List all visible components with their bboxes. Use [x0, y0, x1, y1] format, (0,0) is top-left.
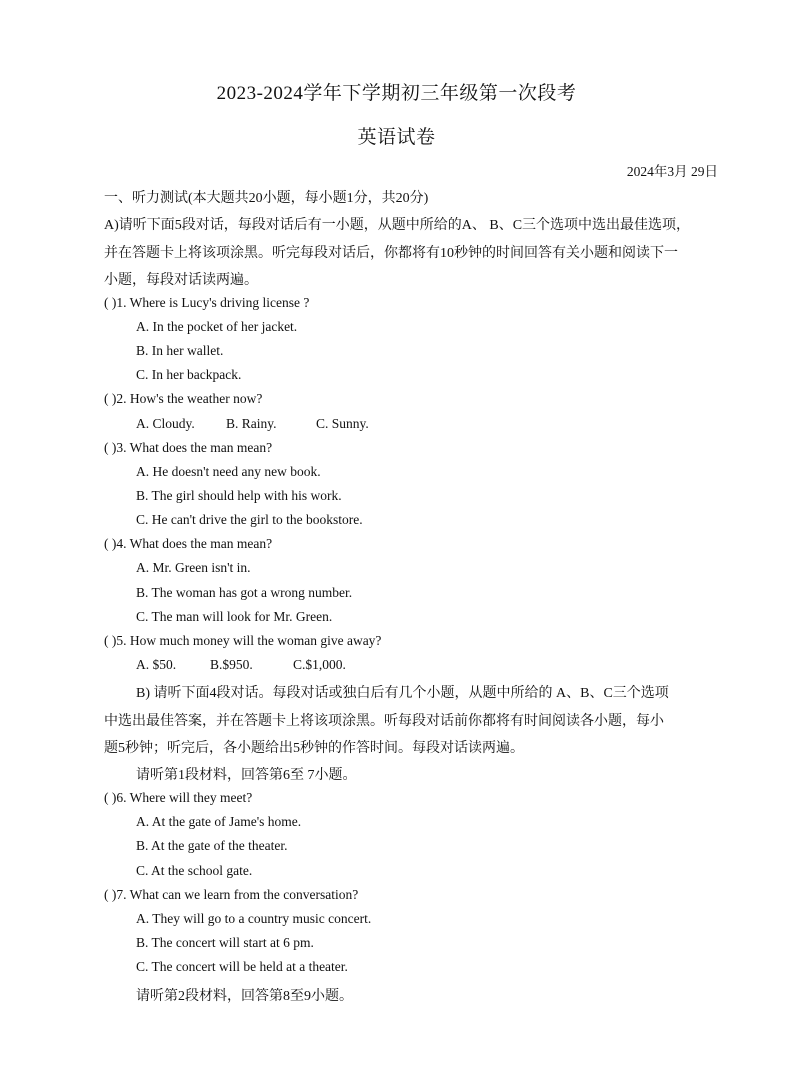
exam-title: 2023-2024学年下学期初三年级第一次段考: [216, 83, 577, 104]
part-b-instruction-line-3: 题5秒钟；听完后，各小题给出5秒钟的作答时间。每段对话读两遍。: [104, 741, 524, 756]
question-3-option-a: A. He doesn't need any new book.: [136, 464, 321, 479]
question-2-option-b: B. Rainy.: [226, 416, 277, 431]
question-6-stem: ( )6. Where will they meet?: [104, 790, 253, 805]
question-3-option-b: B. The girl should help with his work.: [136, 488, 342, 503]
question-7-stem: ( )7. What can we learn from the conversation?: [104, 887, 359, 902]
part-a-instruction-line-1: A)请听下面5段对话，每段对话后有一小题，从题中所给的A、 B、C三个选项中选出最佳选项，: [104, 218, 691, 233]
question-2-stem: ( )2. How's the weather now?: [104, 391, 263, 406]
question-7-option-b: B. The concert will start at 6 pm.: [136, 935, 314, 950]
question-2-option-a: A. Cloudy.: [136, 416, 195, 431]
part-a-instruction-line-3: 小题，每段对话读两遍。: [104, 273, 258, 288]
question-5-option-c: C.$1,000.: [293, 657, 346, 672]
material-2-instruction: 请听第2段材料，回答第8至9小题。: [136, 989, 353, 1004]
question-5-option-b: B.$950.: [210, 657, 253, 672]
exam-subtitle: 英语试卷: [357, 127, 436, 148]
question-3-option-c: C. He can't drive the girl to the bookstore.: [136, 512, 363, 527]
question-7-option-a: A. They will go to a country music concert.: [136, 911, 372, 926]
question-4-option-b: B. The woman has got a wrong number.: [136, 585, 353, 600]
question-1-stem: ( )1. Where is Lucy's driving license ?: [104, 295, 310, 310]
question-1-option-c: C. In her backpack.: [136, 367, 242, 382]
part-a-instruction-line-2: 并在答题卡上将该项涂黑。听完每段对话后，你都将有10秒钟的时间回答有关小题和阅读下一: [104, 246, 678, 261]
question-5-stem: ( )5. How much money will the woman give away?: [104, 633, 382, 648]
part-b-instruction-line-2: 中选出最佳答案，并在答题卡上将该项涂黑。听每段对话前你都将有时间阅读各小题，每小: [104, 714, 664, 729]
question-6-option-a: A. At the gate of Jame's home.: [136, 814, 302, 829]
question-1-option-b: B. In her wallet.: [136, 343, 224, 358]
question-6-option-b: B. At the gate of the theater.: [136, 838, 288, 853]
question-6-option-c: C. At the school gate.: [136, 863, 253, 878]
question-4-stem: ( )4. What does the man mean?: [104, 536, 273, 551]
question-4-option-a: A. Mr. Green isn't in.: [136, 560, 251, 575]
question-5-option-a: A. $50.: [136, 657, 177, 672]
section-heading: 一、听力测试(本大题共20小题，每小题1分，共20分): [104, 191, 429, 206]
material-1-instruction: 请听第1段材料，回答第6至 7小题。: [136, 768, 357, 783]
exam-date: 2024年3月 29日: [626, 164, 718, 179]
question-7-option-c: C. The concert will be held at a theater.: [136, 959, 348, 974]
question-1-option-a: A. In the pocket of her jacket.: [136, 319, 298, 334]
question-4-option-c: C. The man will look for Mr. Green.: [136, 609, 333, 624]
question-2-option-c: C. Sunny.: [316, 416, 369, 431]
question-3-stem: ( )3. What does the man mean?: [104, 440, 273, 455]
part-b-instruction-line-1: B) 请听下面4段对话。每段对话或独白后有几个小题，从题中所给的 A、B、C三个选项: [136, 686, 669, 701]
